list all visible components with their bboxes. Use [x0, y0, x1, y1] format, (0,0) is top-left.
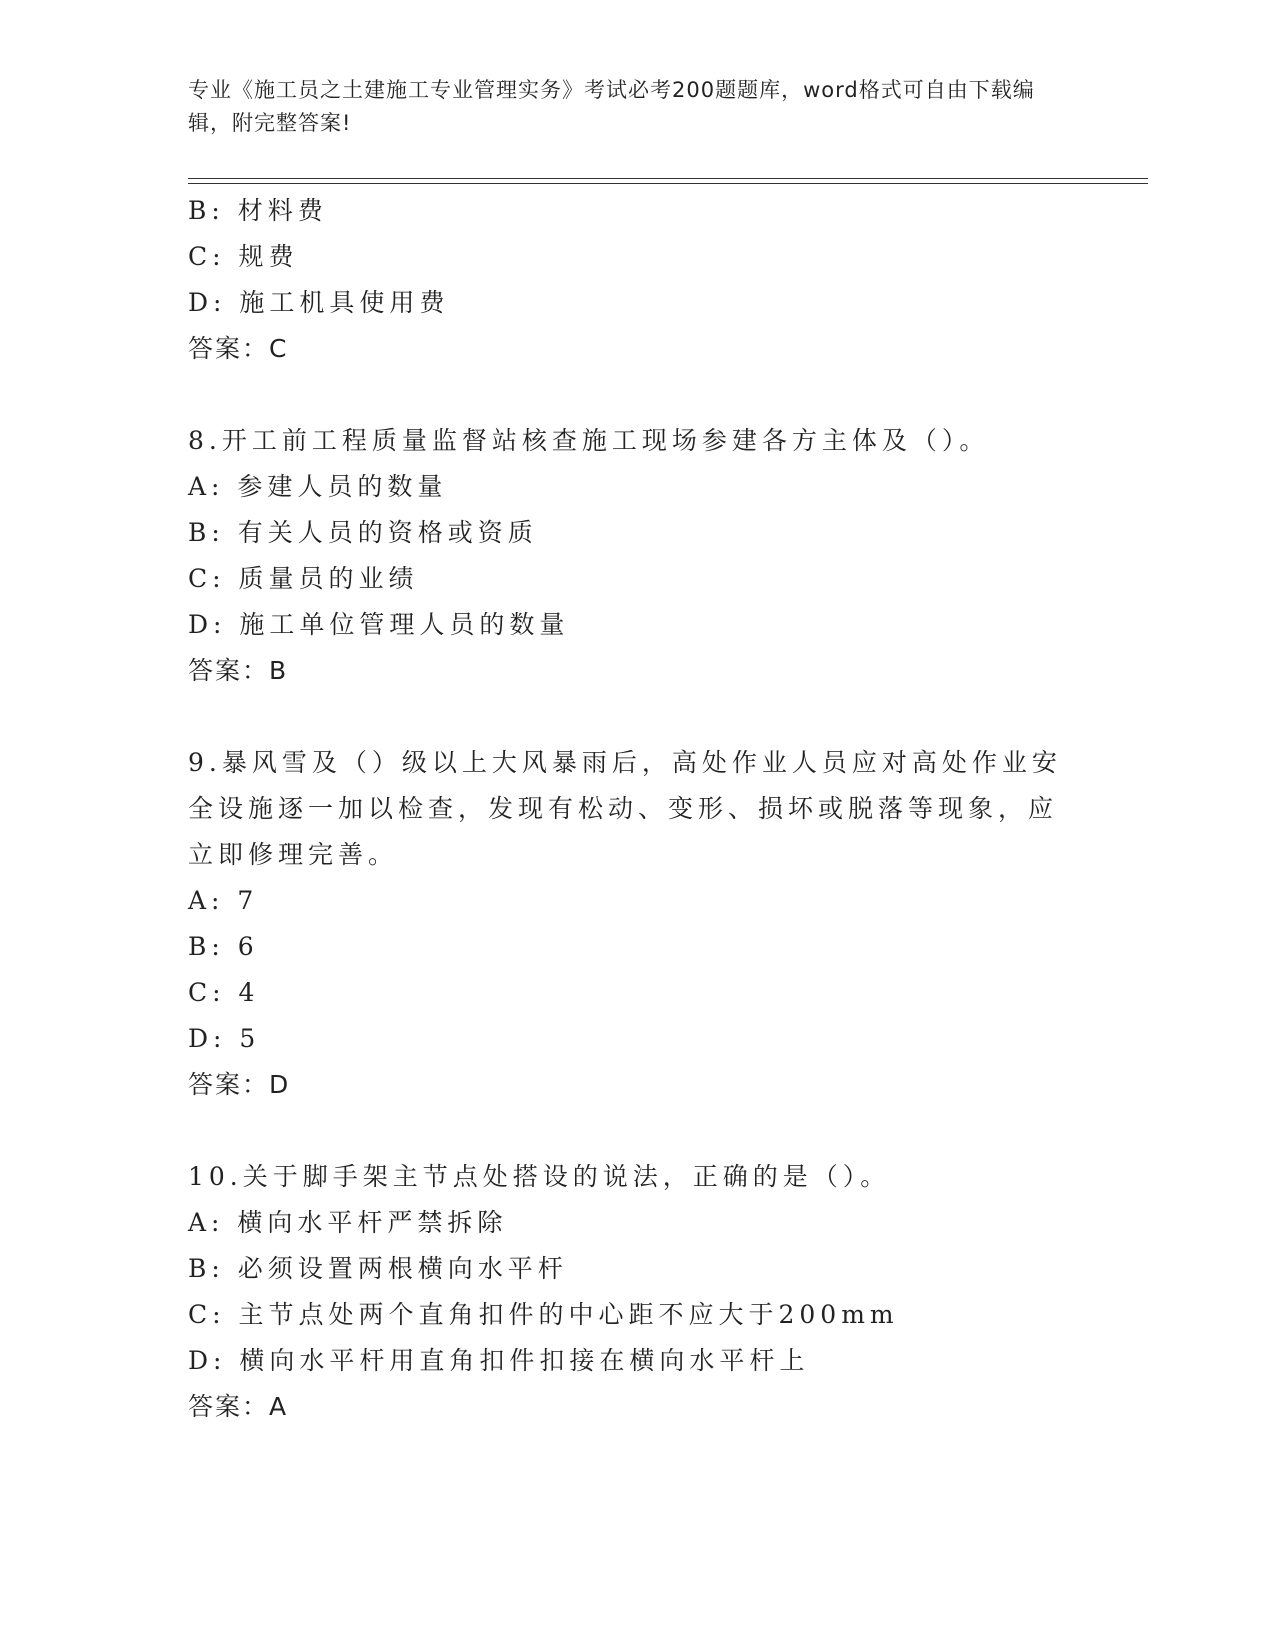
option-c: C: 质量员的业绩 [188, 564, 419, 593]
option-b: B: 6 [188, 932, 259, 961]
question-text: 8.开工前工程质量监督站核查施工现场参建各方主体及（）。 [188, 426, 990, 455]
answer: 答案：A [188, 1392, 289, 1421]
option-d: D: 施工机具使用费 [188, 288, 450, 317]
header-divider [188, 178, 1148, 179]
answer: 答案：D [188, 1070, 291, 1099]
option-b: B: 有关人员的资格或资质 [188, 518, 538, 547]
question-text: 10.关于脚手架主节点处搭设的说法，正确的是（）。 [188, 1162, 891, 1191]
question-text: 9.暴风雪及（）级以上大风暴雨后，高处作业人员应对高处作业安全设施逐一加以检查，发现有松动、变形、损坏或脱落等现象，应立即修理完善。 [188, 748, 1062, 869]
answer: 答案：C [188, 334, 289, 363]
question-list [188, 188, 1068, 1430]
option-c: C: 规费 [188, 242, 299, 271]
option-d: D: 横向水平杆用直角扣件扣接在横向水平杆上 [188, 1346, 810, 1375]
question-10 [188, 1154, 1068, 1430]
question-7 [188, 188, 1068, 372]
option-d: D: 施工单位管理人员的数量 [188, 610, 570, 639]
document-header: 专业《施工员之土建施工专业管理实务》考试必考200题题库，word格式可自由下载编辑，附完整答案! [188, 78, 1035, 135]
option-b: B: 必须设置两根横向水平杆 [188, 1254, 568, 1283]
option-c: C: 4 [188, 978, 260, 1007]
answer: 答案：B [188, 656, 289, 685]
option-c: C: 主节点处两个直角扣件的中心距不应大于200mm [188, 1300, 899, 1329]
option-a: A: 7 [188, 886, 259, 915]
option-a: A: 横向水平杆严禁拆除 [188, 1208, 508, 1237]
option-d: D: 5 [188, 1024, 261, 1053]
option-a: A: 参建人员的数量 [188, 472, 448, 501]
question-9 [188, 740, 1068, 1108]
header-divider-secondary [188, 183, 1148, 184]
question-8 [188, 418, 1068, 694]
option-b: B: 材料费 [188, 196, 328, 225]
